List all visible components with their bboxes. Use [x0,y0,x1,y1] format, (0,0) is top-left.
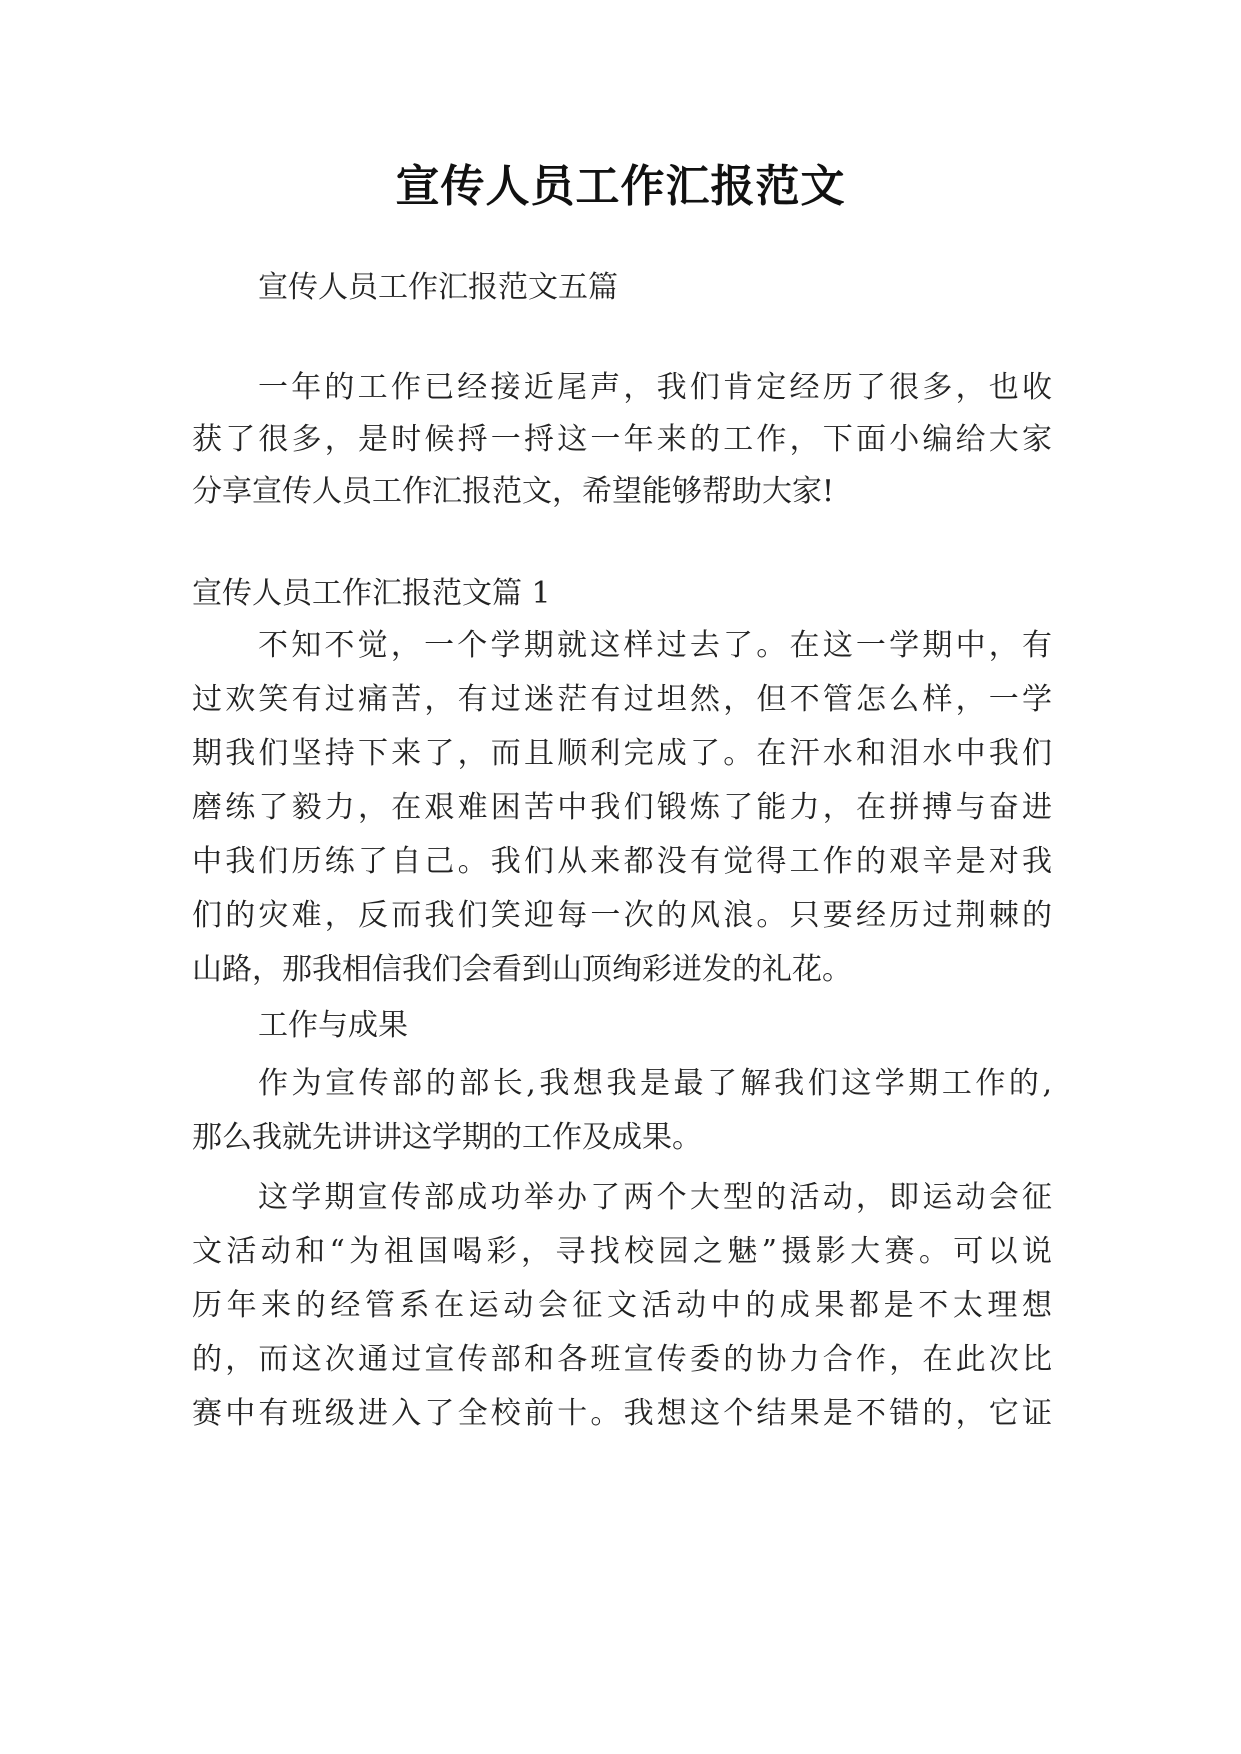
paragraph-line: 赛中有班级进入了全校前十。我想这个结果是不错的，它证 [192,1396,1052,1431]
subheading: 工作与成果 [258,1008,408,1043]
page-title: 宣传人员工作汇报范文 [395,161,846,212]
intro-line: 分享宣传人员工作汇报范文，希望能够帮助大家! [192,474,835,509]
paragraph-line: 过欢笑有过痛苦，有过迷茫有过坦然，但不管怎么样，一学 [192,682,1052,717]
paragraph-line: 磨练了毅力，在艰难困苦中我们锻炼了能力，在拼搏与奋进 [192,790,1052,825]
paragraph-line: 的，而这次通过宣传部和各班宣传委的协力合作，在此次比 [192,1342,1052,1377]
paragraph-line: 这学期宣传部成功举办了两个大型的活动，即运动会征 [258,1180,1052,1215]
section-heading: 宣传人员工作汇报范文篇 1 [192,576,551,611]
paragraph-line: 中我们历练了自己。我们从来都没有觉得工作的艰辛是对我 [192,844,1052,879]
paragraph-line: 不知不觉，一个学期就这样过去了。在这一学期中，有 [258,628,1052,663]
paragraph-line: 们的灾难，反而我们笑迎每一次的风浪。只要经历过荆棘的 [192,898,1052,933]
intro-line: 一年的工作已经接近尾声，我们肯定经历了很多，也收 [258,370,1052,405]
intro-line: 获了很多，是时候捋一捋这一年来的工作，下面小编给大家 [192,422,1052,457]
paragraph-line: 作为宣传部的部长,我想我是最了解我们这学期工作的, [258,1066,1052,1101]
paragraph-line: 期我们坚持下来了，而且顺利完成了。在汗水和泪水中我们 [192,736,1052,771]
paragraph-line: 文活动和“为祖国喝彩，寻找校园之魅”摄影大赛。可以说 [192,1234,1052,1269]
document-subtitle: 宣传人员工作汇报范文五篇 [258,270,618,305]
paragraph-line: 山路，那我相信我们会看到山顶绚彩迸发的礼花。 [192,952,852,987]
paragraph-line: 历年来的经管系在运动会征文活动中的成果都是不太理想 [192,1288,1052,1323]
paragraph-line: 那么我就先讲讲这学期的工作及成果。 [192,1120,702,1155]
